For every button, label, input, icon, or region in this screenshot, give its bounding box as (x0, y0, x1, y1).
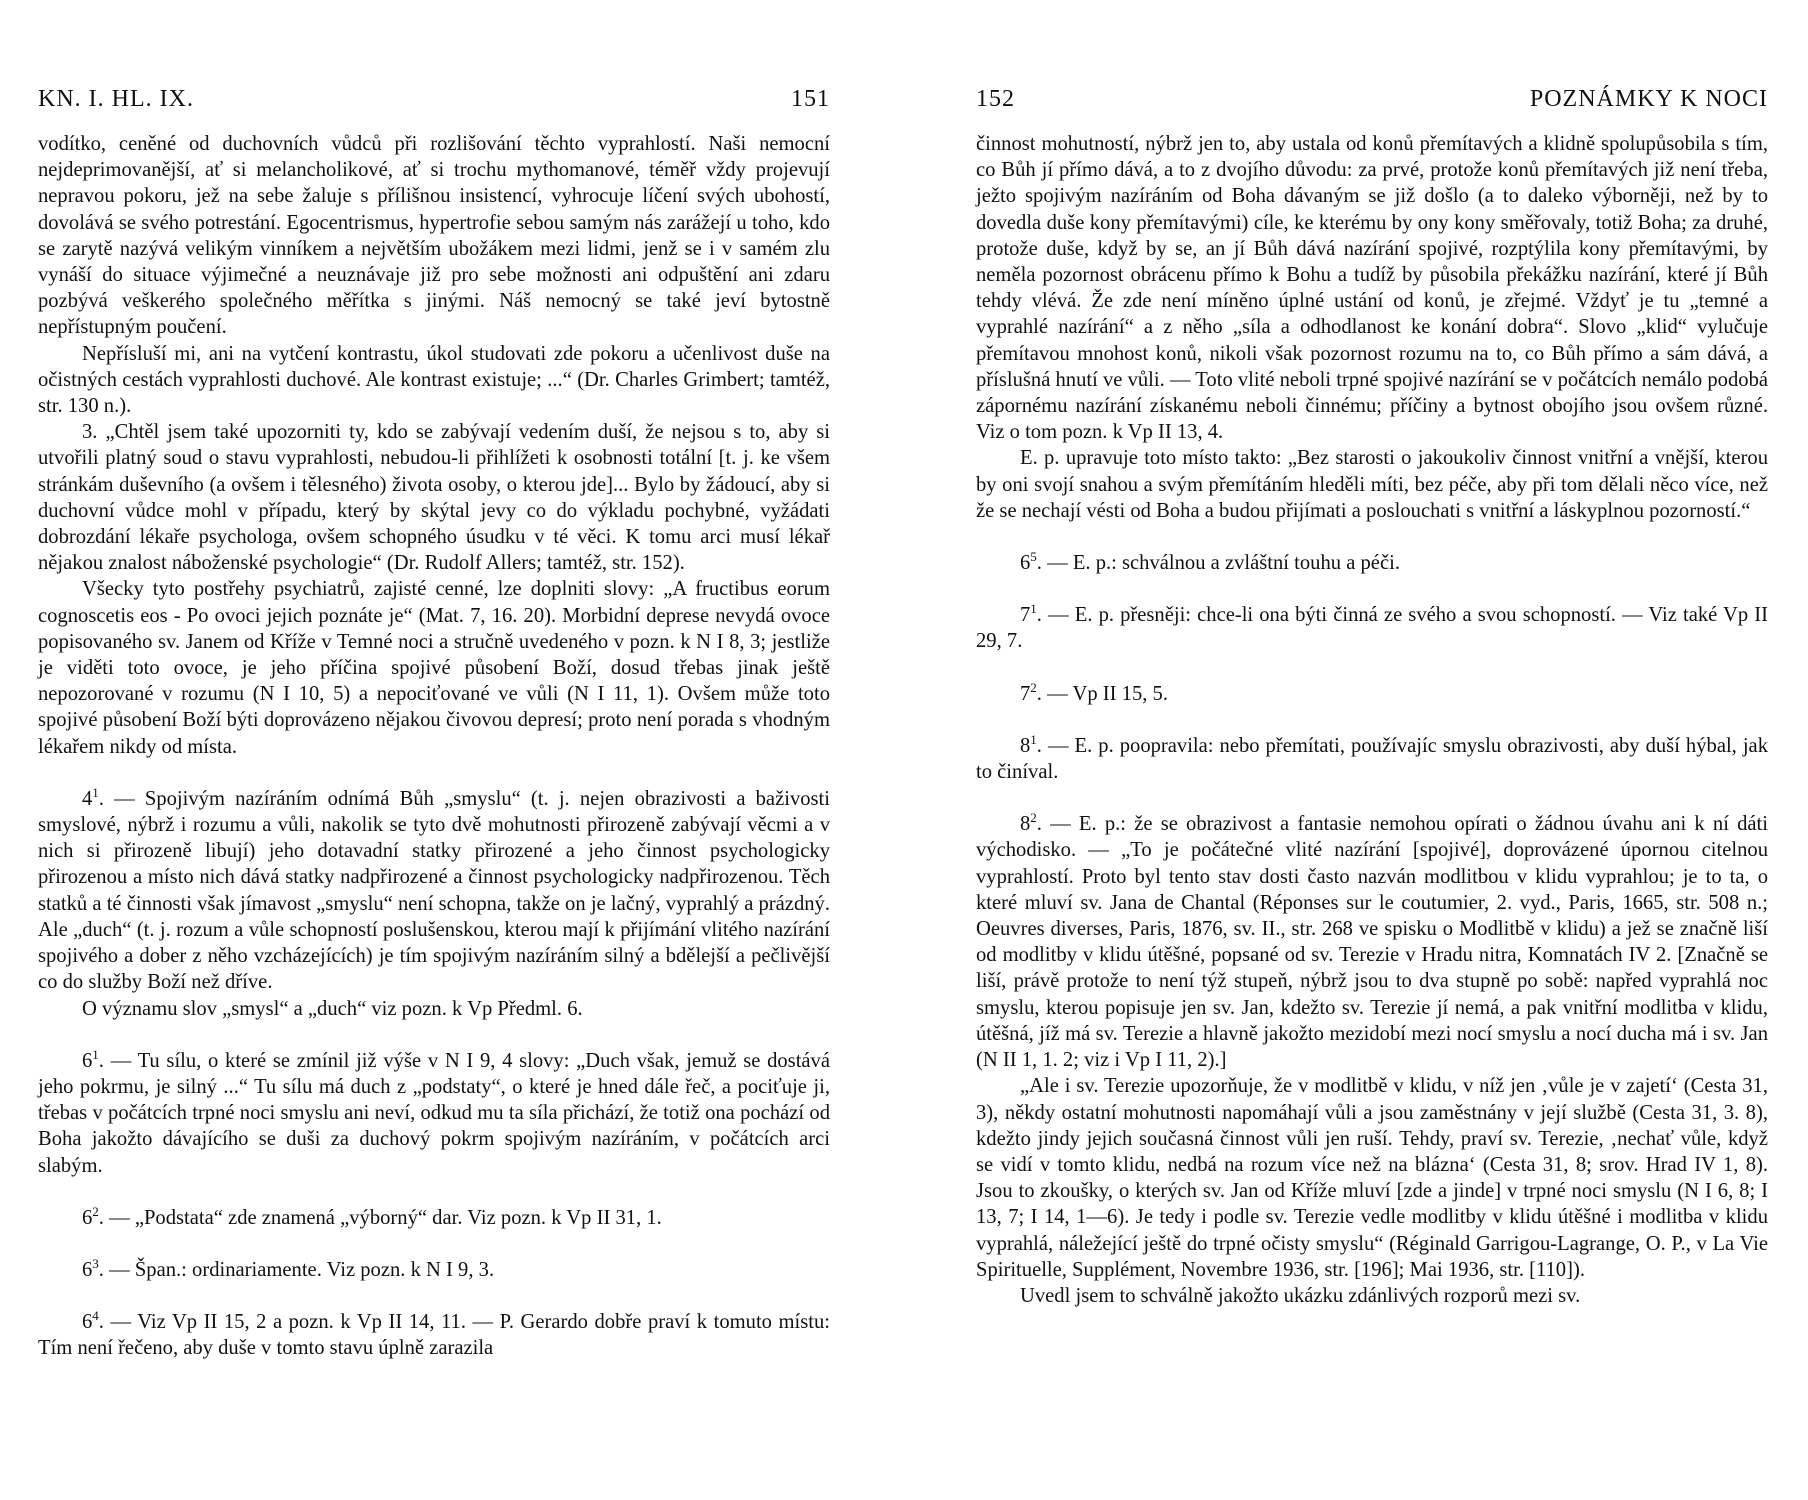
paragraph-gap (976, 524, 1768, 550)
body-paragraph: činnost mohutností, nýbrž jen to, aby ustala od konů přemítavých a klidně spolupůsobila s tím, co Bůh jí přímo dává, a to z dvojího důvodu: za prvé, protože konů přemítavých již není třeba, ježto spojivým nazíráním od Boha dávaným se již došlo (a to daleko výborněji, než by to dovedla duše kony přemítavými) cíle, ke kterému by ony kony směřovaly, totiž Boha; za druhé, protože duše, když by se, an jí Bůh dává nazírání spojivé, rozptýlila kony přemítavými, by neměla pozornost obrácenu přímo k Bohu a tudíž by působila překážku nazírání, které jí Bůh tehdy vlévá. Že zde není míněno úplné ustání od konů, je zřejmé. Vždyť je tu „temné a vyprahlé nazírání“ a z něho „síla a odhodlanost ke konání dobra“. Slovo „klid“ vylučuje přemítavou mnohost konů, nikoli však pozornost rozumu na to, co Bůh přímo a sám dává, a příslušná hnutí ve vůli. — Toto vlité neboli trpné spojivé nazírání se v počátcích nemálo podobá zápornému nazírání získanému neboli činnému; příčiny a bytnost obojího jsou ovšem různé. Viz o tom pozn. k Vp II 13, 4. (976, 133, 1769, 444)
note-number: 7 (1020, 604, 1031, 627)
note-text: . — Viz Vp II 15, 2 a pozn. k Vp II 14, 11. — P. Gerardo dobře praví k tomuto místu: Tím není řečeno, aby duše v tomto stavu úplně zarazila (38, 1311, 830, 1360)
body-paragraph: 3. „Chtěl jsem také upozorniti ty, kdo se zabývají vedením duší, že nejsou s to, aby si utvořili platný soud o stavu vyprahlosti, nebudou-li přihlížeti k osobnosti totální [t. j. ke všem stránkám duševního (a ovšem i tělesného) života osoby, o kterou jde]... Bylo by žádoucí, aby si duchovní vůdce mohl v případu, který by skýtal jevy co do výkladu pochybné, vyžádati dobrozdání lékaře psychologa, ovšem schopného úsudku v té věci. K tomu arci musí lékař nějakou znalost náboženské psychologie“ (Dr. Rudolf Allers; tamtéž, str. 152). (38, 421, 830, 575)
footnote-paragraph (976, 602, 1768, 654)
note-superscript: 1 (1030, 732, 1037, 747)
note-superscript: 2 (1030, 810, 1037, 826)
note-number: 6 (1020, 552, 1031, 575)
footnote-paragraph (976, 681, 1768, 707)
page-number-left: 151 (791, 86, 830, 112)
footnote-paragraph (38, 1048, 830, 1179)
note-number: 4 (82, 787, 93, 810)
footnote-paragraph (976, 811, 1768, 1073)
body-paragraph: O významu slov „smysl“ a „duch“ viz pozn. k Vp Předml. 6. (82, 997, 583, 1020)
paragraph-gap (38, 1283, 830, 1309)
body-paragraph: Všecky tyto postřehy psychiatrů, zajisté cenné, lze doplniti slovy: „A fructibus eorum cognoscetis eos - Po ovoci jejich poznáte je“ (Mat. 7, 16. 20). Morbidní deprese nevydá ovoce popisovaného sv. Janem od Kříže v Temné noci a stručně uvedeného v pozn. k N I 8, 3; jestliže je viděti toto ovoce, je jeho příčina spojivé působení Boží, dosud třebas jinak ještě nepozorované v rozumu (N I 10, 5) a nepociťované ve vůli (N I 11, 1). Ovšem může toto spojivé působení Boží býti doprovázeno nějakou čivovou depresí; proto není porada s vhodným lékařem nikdy od místa. (38, 578, 830, 758)
note-text: . — E. p.: že se obrazivost a fantasie nemohou opírati o žádnou úvahu ani k ní dáti východisko. — „To je počátečné vlité nazírání [spojivé], doprovázené úpornou citelnou vyprahlostí. Proto byl tento stav dosti často nazván modlitbou v klidu vyprahlou; je to ta, o které mluví sv. Jana de Chantal (Réponses sur le coutumier, 2. vyd., Paris, 1665, str. 508 n.; Oeuvres diverses, Paris, 1876, sv. II., str. 268 ve spisku o Modlitbě v klidu) a jež se značně liší od modlitby v klidu útěšné, popsané od sv. Terezie v Hradu nitra, Komnatách IV 2. [Značně se liší, právě protože to není týž stupeň, nýbrž jsou to dva stupně po sobě: napřed vyprahlá noc smyslu, kterou popisuje jen sv. Jan, kdežto sv. Terezie jí nemá, a pak vnitřní modlitba v klidu, útěšná, jíž má sv. Terezie a hlavně jakožto mezidobí mezi nocí smyslu a nocí ducha má i sv. Jan (N II 1, 1. 2; viz i Vp I 11, 2).] (976, 813, 1768, 1072)
note-number: 6 (82, 1311, 93, 1334)
body-paragraph: vodítko, ceněné od duchovních vůdců při rozlišování těchto vyprahlostí. Naši nemocní nejdeprimovanější, ať si melancholikové, ať si trochu mythomanové, téměř vždy projevují nepravou pokoru, jež na sebe žaluje s přílišnou insistencí, vyhrocuje líčení svých ubohostí, dovolává se svého potrestání. Egocentrismus, hypertrofie sebou samým nás zarážejí u toho, kdo se zarytě nazývá velikým vinníkem a největším ubožákem mezi lidmi, jenž se i v samém zlu vynáší do situace výjimečné a neuznávaje již pro sebe možnosti ani odpuštění ani zdaru pozbývá veškerého společného měřítka s jinými. Náš nemocný se také jeví bytostně nepřístupným poučení. (38, 133, 830, 339)
paragraph-gap (38, 760, 830, 786)
left-page (38, 86, 830, 1362)
note-text: . — E. p.: schválnou a zvláštní touhu a péči. (1036, 552, 1400, 575)
paragraph-gap (976, 785, 1768, 811)
note-text: . — Tu sílu, o které se zmínil již výše v N I 9, 4 slovy: „Duch však, jemuž se dostává jeho pokrmu, je silný ...“ Tu sílu má duch z „podstaty“, o které je hned dále řeč, a pociťuje ji, třebas v počátcích trpné noci smyslu ani neví, odkud mu ta síla přichází, že totiž ona pochází od Boha jakožto dávajícího se duši za duchový pokrm spojivým nazíráním, v počátcích arci slabým. (38, 1049, 830, 1177)
note-superscript: 1 (92, 1046, 99, 1062)
body-paragraph: „Ale i sv. Terezie upozorňuje, že v modlitbě v klidu, v níž jen ‚vůle je v zajetí‘ (Cesta 31, 3), někdy ostatní mohutnosti napomáhají vůli a jsou zaměstnány v její službě (Cesta 31, 3. 8), kdežto jindy jejich současná činnost vůli jen ruší. Tehdy, praví sv. Terezie, ‚nechať vůle, když se vidí v tomto klidu, nedbá na rozum více než na blázna‘ (Cesta 31, 8; srov. Hrad IV 1, 8). Jsou to zkoušky, o kterých sv. Jan od Kříže mluví [zde a jinde] v trpné noci smyslu (N I 6, 8; I 13, 7; I 14, 1—6). Je tedy i podle sv. Terezie vedle modlitby v klidu útěšné i modlitba v klidu vyprahlá, náležející ještě do trpné očisty smyslu“ (Réginald Garrigou-Lagrange, O. P., v La Vie Spirituelle, Supplément, Novembre 1936, str. [196]; Mai 1936, str. [110]). (976, 1075, 1768, 1281)
note-text: . — Spojivým nazíráním odnímá Bůh „smyslu“ (t. j. nejen obrazivosti a baživosti smyslové, nýbrž i rozumu a vůli, nakolik se tyto dvě mohutnosti přirozeně zabývají věcmi a v nich si přirozeně libují) jeho dotavadní statky přirozené a jeho činnost psychologicky přirozenou a místo nich dává statky nadpřirozené a činnost psychologicky nadpřirozenou. Těch statků a té činnosti však jímavost „smyslu“ není schopna, takže on je lačný, vyprahlý a prázdný. Ale „duch“ (t. j. rozum a vůle schopností poslušenskou, kterou mají k přijímání vlitého nazírání spojivého a dober z něho vzcházejících) je tím spojivým nazíráním silný a bdělejší a pečlivější co do služby Boží než dříve. (38, 787, 830, 994)
note-text: . — E. p. přesněji: chce-li ona býti činná ze svého a svou schopností. — Viz také Vp II 29, 7. (976, 604, 1768, 653)
note-text: . — E. p. poopravila: nebo přemítati, používajíc smyslu obrazivosti, aby duší hýbal, jak to činíval. (976, 734, 1768, 784)
note-number: 6 (82, 1258, 93, 1281)
footnote-paragraph (38, 786, 830, 996)
note-number: 8 (1020, 734, 1031, 757)
paragraph-gap (976, 655, 1768, 681)
note-superscript: 5 (1030, 549, 1037, 565)
note-superscript: 2 (92, 1203, 99, 1219)
body-paragraph: Uvedl jsem to schválně jakožto ukázku zdánlivých rozporů mezi sv. (1020, 1284, 1581, 1307)
note-superscript: 3 (92, 1256, 99, 1272)
note-superscript: 1 (92, 785, 99, 801)
paragraph-gap (976, 707, 1768, 733)
paragraph-gap (976, 576, 1768, 602)
note-number: 6 (82, 1049, 93, 1072)
footnote-paragraph (38, 1309, 830, 1361)
note-text: . — Vp II 15, 5. (1036, 682, 1168, 705)
left-page-text (38, 131, 830, 1362)
footnote-paragraph (976, 733, 1768, 785)
paragraph-gap (38, 1022, 830, 1048)
note-number: 6 (82, 1206, 93, 1229)
paragraph-gap (38, 1231, 830, 1257)
footnote-paragraph (38, 1257, 830, 1283)
left-page-header (38, 86, 830, 113)
note-number: 7 (1020, 682, 1031, 705)
body-paragraph: Nepřísluší mi, ani na vytčení kontrastu, úkol studovati zde pokoru a učenlivost duše na očistných cestách vyprahlosti duchové. Ale kontrast existuje; ...“ (Dr. Charles Grimbert; tamtéž, str. 130 n.). (38, 342, 830, 418)
note-text: . — „Podstata“ zde znamená „výborný“ dar. Viz pozn. k Vp II 31, 1. (98, 1206, 662, 1229)
body-paragraph: E. p. upravuje toto místo takto: „Bez starosti o jakoukoliv činnost vnitřní a vnější, kterou by oni svojí snahou a svým přemítáním hleděli míti, bez péče, aby při tom dělali něco více, než že se nechají vésti od Boha a budou přijímati a poslouchati s vnitřní a láskyplnou pozorností.“ (976, 447, 1768, 522)
paragraph-gap (38, 1179, 830, 1205)
note-superscript: 4 (92, 1308, 99, 1324)
right-page (976, 86, 1768, 1309)
note-superscript: 1 (1030, 601, 1037, 617)
right-page-text (976, 131, 1768, 1309)
running-head-left: KN. I. HL. IX. (38, 86, 194, 112)
running-head-right: POZNÁMKY K NOCI (1529, 86, 1768, 112)
right-page-header (976, 86, 1768, 113)
page-number-right: 152 (976, 86, 1015, 112)
footnote-paragraph (38, 1205, 830, 1231)
note-text: . — Špan.: ordinariamente. Viz pozn. k N I 9, 3. (98, 1258, 495, 1281)
note-number: 8 (1020, 813, 1031, 836)
footnote-paragraph (976, 550, 1768, 576)
note-superscript: 2 (1030, 679, 1037, 695)
